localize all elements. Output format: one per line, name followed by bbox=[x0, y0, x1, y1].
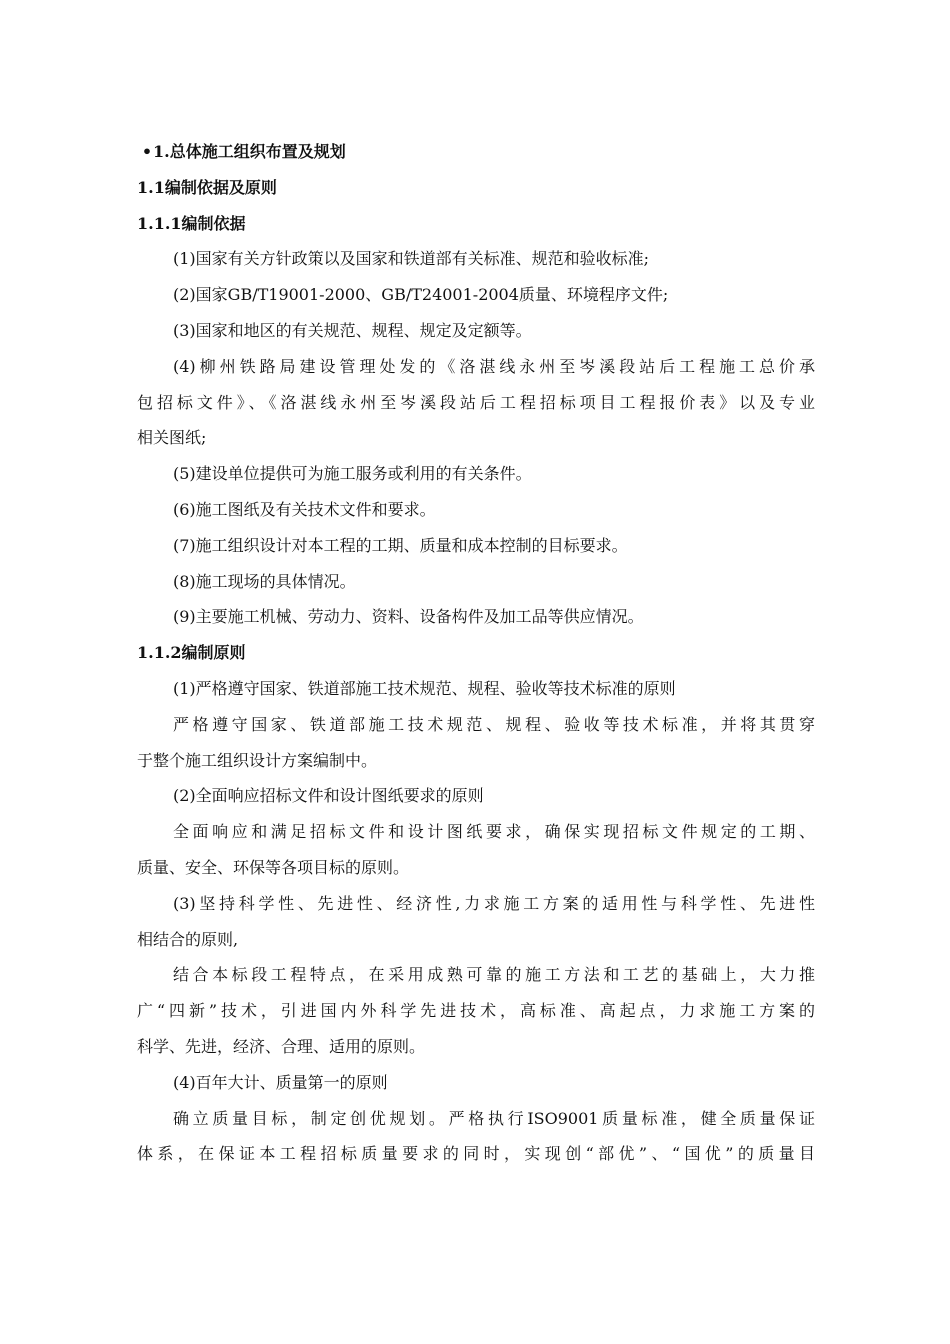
principle-3-title-line-2: 相结合的原则, bbox=[137, 929, 239, 949]
heading-1-1-2: 1.1.2编制原则 bbox=[137, 643, 246, 663]
basis-item-8: (8)施工现场的具体情况。 bbox=[173, 571, 356, 591]
basis-item-1: (1)国家有关方针政策以及国家和铁道部有关标准、规范和验收标准; bbox=[173, 249, 650, 269]
heading-1-1-1: 1.1.1编制依据 bbox=[137, 213, 246, 233]
principle-4-title: (4)百年大计、质量第一的原则 bbox=[173, 1072, 388, 1092]
basis-item-7: (7)施工组织设计对本工程的工期、质量和成本控制的目标要求。 bbox=[173, 535, 628, 555]
basis-item-4-line-2: 包招标文件》、《洛湛线永州至岑溪段站后工程招标项目工程报价表》以及专业 bbox=[137, 392, 815, 412]
basis-item-9: (9)主要施工机械、劳动力、资料、设备构件及加工品等供应情况。 bbox=[173, 607, 644, 627]
principle-3-body-line-3: 科学、先进，经济、合理、适用的原则。 bbox=[137, 1036, 426, 1056]
principle-2-body-line-2: 质量、安全、环保等各项目标的原则。 bbox=[137, 857, 410, 877]
principle-2-body-line-1: 全面响应和满足招标文件和设计图纸要求，确保实现招标文件规定的工期、 bbox=[173, 822, 815, 842]
principle-3-body-line-2: 广“四新”技术，引进国内外科学先进技术，高标准、高起点，力求施工方案的 bbox=[137, 1001, 815, 1021]
heading-1 bbox=[137, 134, 815, 170]
heading-1-text: 1.总体施工组织布置及规划 bbox=[153, 142, 346, 161]
basis-item-2: (2)国家GB/T19001-2000、GB/T24001-2004质量、环境程序文件; bbox=[173, 285, 669, 305]
principle-4-body-line-1: 确立质量目标，制定创优规划。严格执行ISO9001质量标准，健全质量保证 bbox=[173, 1108, 815, 1128]
document-body bbox=[137, 134, 815, 1172]
principle-1-title: (1)严格遵守国家、铁道部施工技术规范、规程、验收等技术标准的原则 bbox=[173, 678, 676, 698]
basis-item-3: (3)国家和地区的有关规范、规程、规定及定额等。 bbox=[173, 320, 532, 340]
principle-2-title: (2)全面响应招标文件和设计图纸要求的原则 bbox=[173, 786, 484, 806]
basis-item-6: (6)施工图纸及有关技术文件和要求。 bbox=[173, 499, 436, 519]
basis-item-5: (5)建设单位提供可为施工服务或利用的有关条件。 bbox=[173, 464, 532, 484]
principle-3-title-line-1: (3)坚持科学性、先进性、经济性,力求施工方案的适用性与科学性、先进性 bbox=[173, 893, 815, 913]
principle-3-body-line-1: 结合本标段工程特点，在采用成熟可靠的施工方法和工艺的基础上，大力推 bbox=[173, 965, 815, 985]
bullet-icon: • bbox=[141, 142, 153, 161]
basis-item-4-line-3: 相关图纸; bbox=[137, 428, 207, 448]
principle-4-body-line-2: 体系，在保证本工程招标质量要求的同时，实现创“部优”、“国优”的质量目 bbox=[137, 1144, 815, 1164]
principle-1-body-line-2: 于整个施工组织设计方案编制中。 bbox=[137, 750, 378, 770]
heading-1-1: 1.1编制依据及原则 bbox=[137, 177, 277, 197]
principle-1-body-line-1: 严格遵守国家、铁道部施工技术规范、规程、验收等技术标准，并将其贯穿 bbox=[173, 714, 815, 734]
basis-item-4-line-1: (4)柳州铁路局建设管理处发的《洛湛线永州至岑溪段站后工程施工总价承 bbox=[173, 356, 815, 376]
